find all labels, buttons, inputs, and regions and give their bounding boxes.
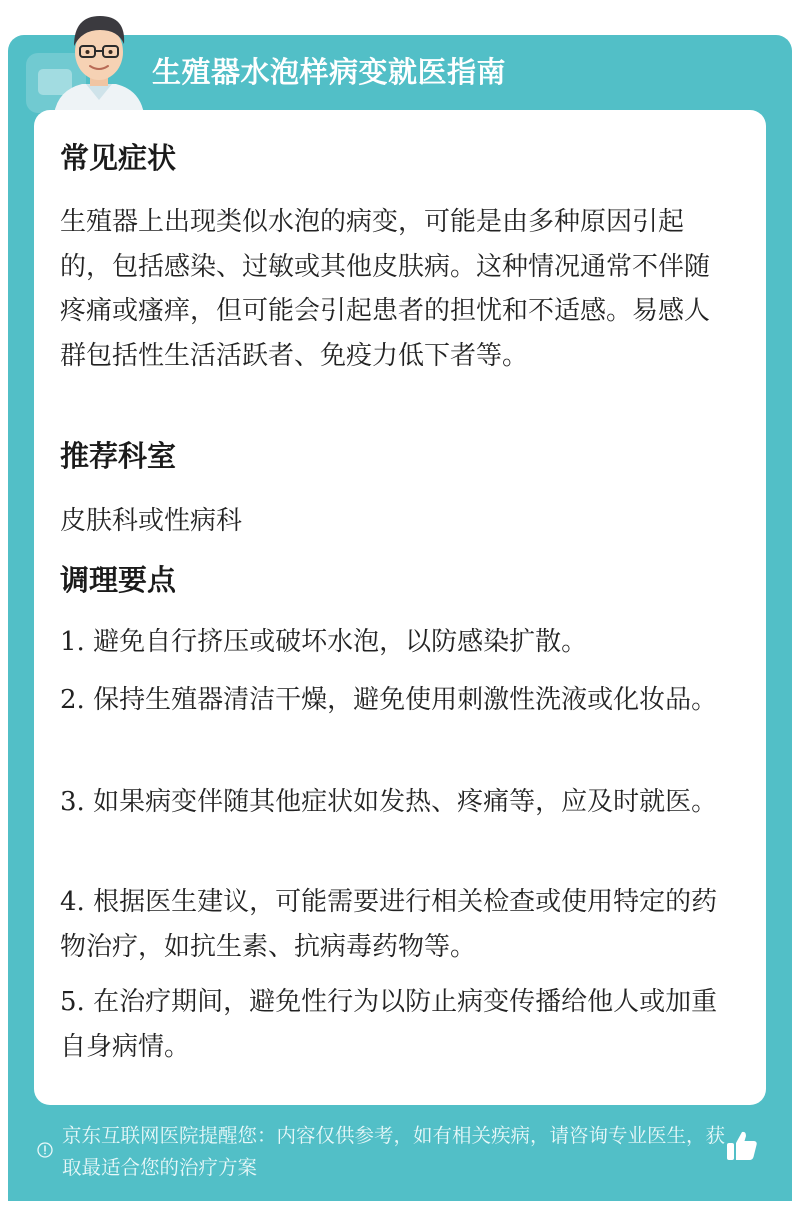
list-item-text: 保持生殖器清洁干燥，避免使用刺激性洗液或化妆品。	[93, 685, 718, 715]
list-item	[60, 780, 730, 825]
list-item-number: 2.	[60, 685, 85, 715]
disclaimer-text: 京东互联网医院提醒您：内容仅供参考，如有相关疾病，请咨询专业医生，获取最适合您的治疗方案	[62, 1124, 726, 1179]
list-item	[60, 678, 730, 723]
info-icon	[37, 1142, 53, 1158]
section-title-care: 调理要点	[60, 563, 177, 597]
content-card	[34, 110, 766, 1105]
list-item-text: 如果病变伴随其他症状如发热、疼痛等，应及时就医。	[93, 787, 718, 817]
thumbs-up-icon[interactable]	[724, 1128, 760, 1164]
list-item	[60, 620, 730, 665]
page-title: 生殖器水泡样病变就医指南	[152, 55, 507, 89]
list-item-text: 根据医生建议，可能需要进行相关检查或使用特定的药物治疗，如抗生素、抗病毒药物等。	[60, 887, 718, 962]
list-item-text: 在治疗期间，避免性行为以防止病变传播给他人或加重自身病情。	[60, 987, 718, 1062]
section-title-department: 推荐科室	[60, 439, 177, 473]
department-text: 皮肤科或性病科	[60, 506, 243, 536]
list-item-number: 3.	[60, 787, 85, 817]
list-item-number: 4.	[60, 887, 85, 917]
list-item-number: 1.	[60, 627, 85, 657]
list-item-number: 5.	[60, 987, 85, 1017]
list-item-text: 避免自行挤压或破坏水泡，以防感染扩散。	[93, 627, 588, 657]
list-item	[60, 880, 730, 969]
list-item	[60, 980, 730, 1069]
doctor-avatar	[44, 4, 154, 114]
symptoms-description: 生殖器上出现类似水泡的病变，可能是由多种原因引起的，包括感染、过敏或其他皮肤病。这种情况通常不伴随疼痛或瘙痒，但可能会引起患者的担忧和不适感。易感人群包括性生活活跃者、免疫力低下者等。	[60, 207, 711, 371]
section-title-symptoms: 常见症状	[60, 141, 177, 175]
